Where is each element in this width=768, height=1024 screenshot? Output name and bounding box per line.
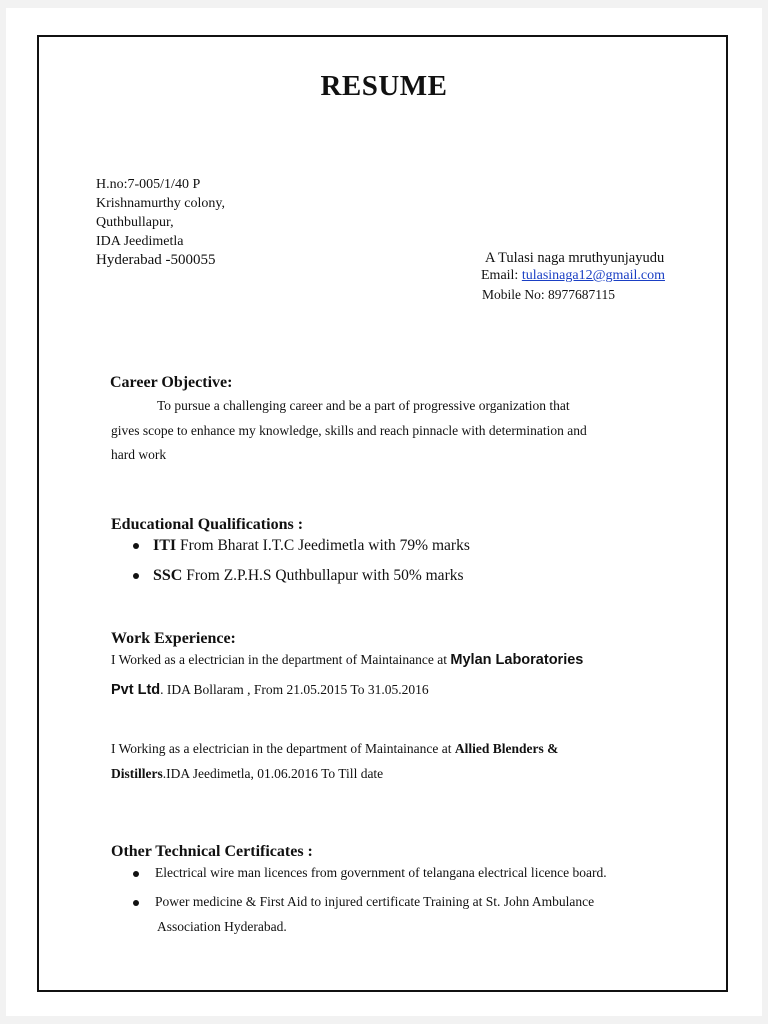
career-objective-line: To pursue a challenging career and be a part of progressive organization that (157, 398, 570, 413)
certificate-text: Electrical wire man licences from government of telangana electrical licence board. (155, 865, 607, 880)
email-line (481, 268, 665, 284)
address-line: IDA Jeedimetla (96, 234, 184, 249)
work-job2-line1 (111, 741, 558, 757)
applicant-name: A Tulasi naga mruthyunjayudu (485, 250, 665, 266)
qualification-name: ITI (153, 537, 177, 554)
company-name: Distillers (111, 766, 163, 781)
address-line: Krishnamurthy colony, (96, 196, 225, 211)
qualification-detail: From Z.P.H.S Quthbullapur with 50% marks (186, 567, 464, 584)
company-name: Allied Blenders & (454, 741, 559, 756)
career-objective-line: hard work (111, 447, 167, 462)
address-block (96, 175, 225, 270)
work-experience-heading: Work Experience: (111, 630, 236, 647)
address-line: Hyderabad -500055 (96, 252, 216, 268)
bullet-icon (133, 900, 139, 906)
education-item (133, 537, 470, 555)
certificate-item (133, 860, 607, 885)
bullet-icon (133, 543, 139, 549)
job-dates: .IDA Jeedimetla, 01.06.2016 To Till date (162, 766, 384, 781)
address-line: H.no:7-005/1/40 P (96, 177, 201, 192)
bullet-icon (133, 573, 139, 579)
qualification-name: SSC (153, 567, 183, 584)
certificate-item (133, 889, 594, 914)
certificates-heading: Other Technical Certificates : (111, 843, 313, 860)
work-job1-line2 (111, 682, 429, 698)
education-item (133, 567, 464, 585)
work-job2-line2 (111, 766, 383, 782)
certificate-text-continued: Association Hyderabad. (157, 919, 287, 934)
bullet-icon (133, 871, 139, 877)
company-name: Mylan Laboratories (450, 652, 584, 668)
company-name: Pvt Ltd (111, 682, 161, 698)
qualification-detail: From Bharat I.T.C Jeedimetla with 79% marks (180, 537, 470, 554)
job-description: I Working as a electrician in the department of Maintainance at (111, 741, 452, 756)
career-objective-line: gives scope to enhance my knowledge, skills and reach pinnacle with determination and (111, 423, 587, 438)
address-line: Quthbullapur, (96, 215, 174, 230)
mobile-number: Mobile No: 8977687115 (482, 287, 615, 302)
job-dates: . IDA Bollaram , From 21.05.2015 To 31.05.2016 (160, 682, 429, 697)
email-label: Email: (481, 268, 519, 283)
career-objective-heading: Career Objective: (110, 374, 233, 391)
email-link[interactable]: tulasinaga12@gmail.com (521, 268, 665, 283)
education-heading: Educational Qualifications : (111, 516, 304, 533)
work-job1-line1 (111, 652, 583, 668)
job-description: I Worked as a electrician in the department of Maintainance at (111, 652, 448, 667)
resume-title: RESUME (320, 70, 448, 102)
certificate-text: Power medicine & First Aid to injured certificate Training at St. John Ambulance (155, 894, 595, 909)
